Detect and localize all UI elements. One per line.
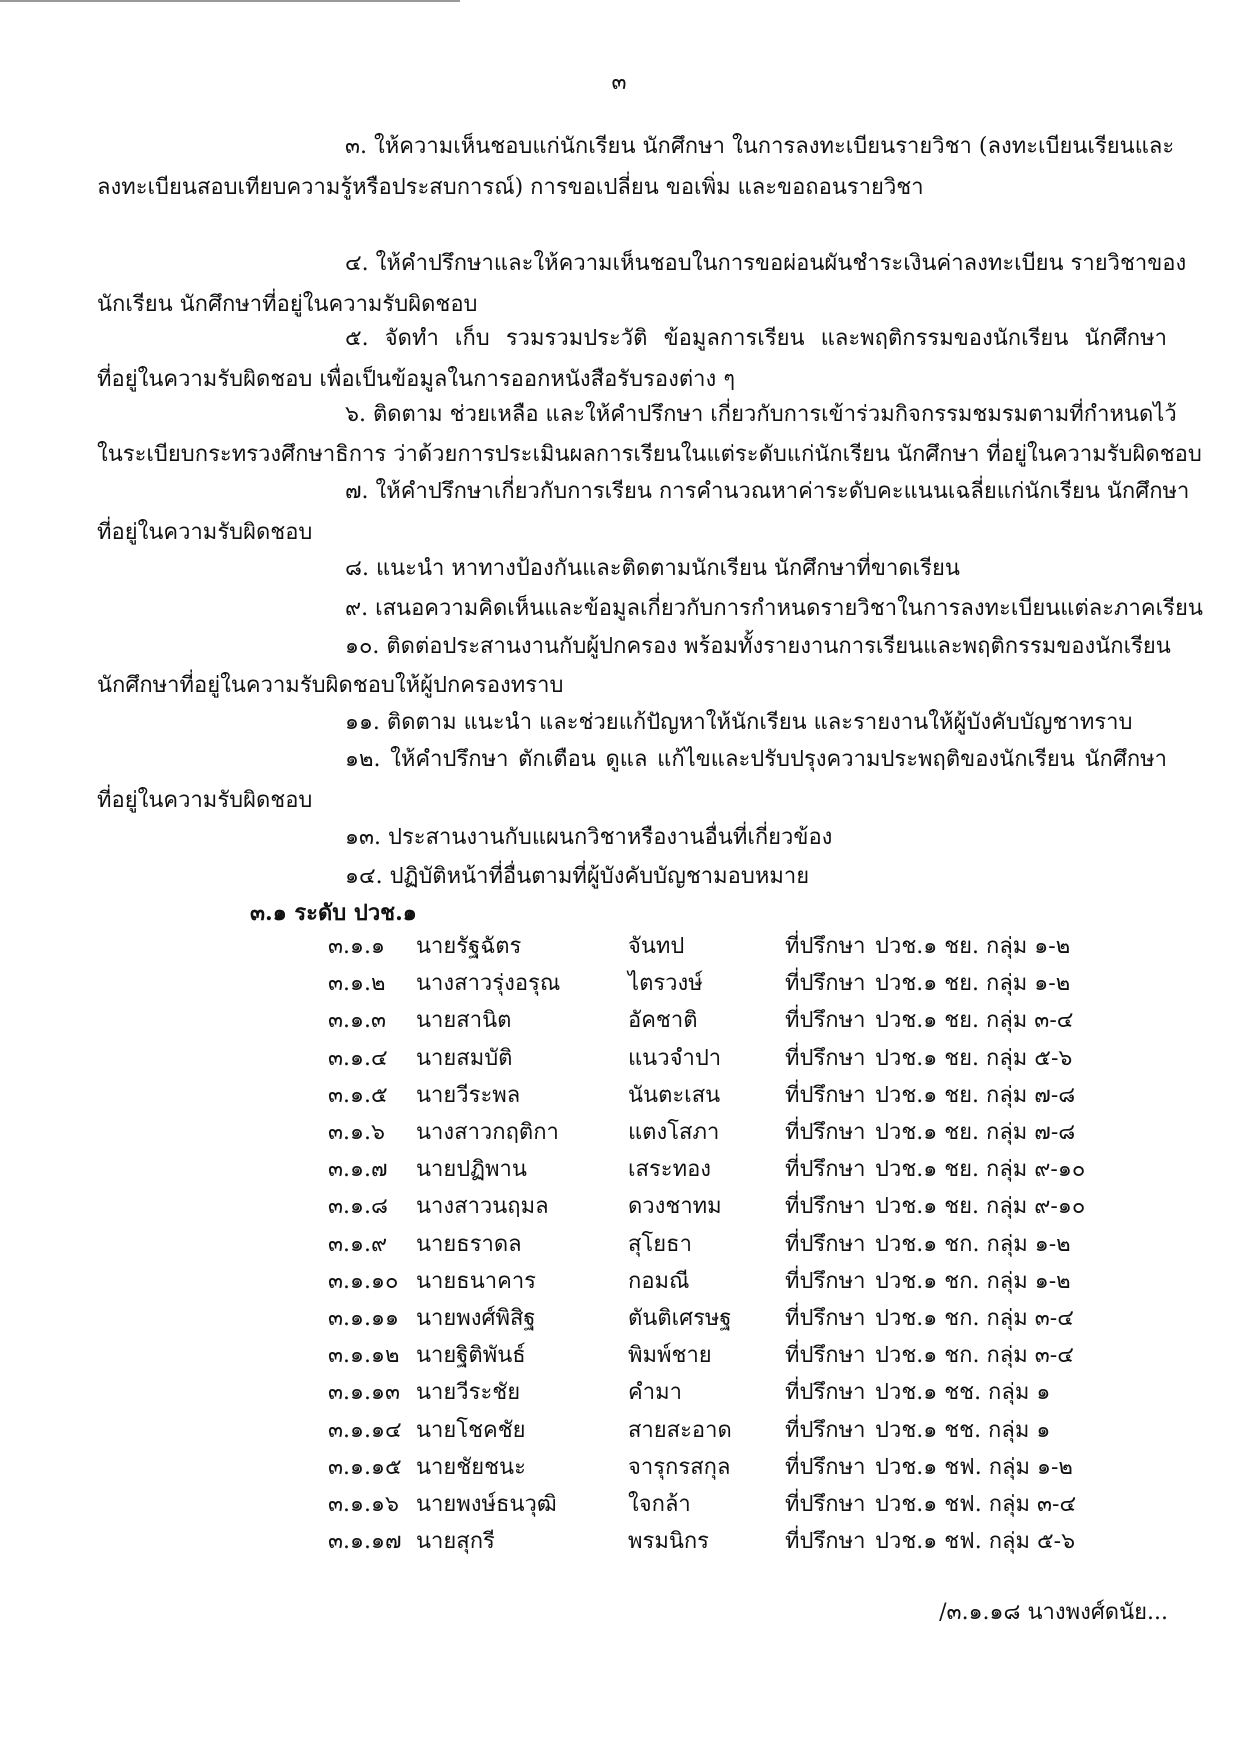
- advisor-first: นายสานิต: [416, 1008, 512, 1033]
- advisor-first: นายสมบัติ: [416, 1046, 513, 1071]
- advisor-num: ๓.๑.๙: [328, 1232, 388, 1257]
- advisor-detail: ปวช.๑ ชย. กลุ่ม ๗-๘: [875, 1120, 1076, 1145]
- section-heading: ๓.๑ ระดับ ปวช.๑: [250, 900, 417, 926]
- advisor-first: นายฐิติพันธ์: [416, 1343, 526, 1368]
- advisor-num: ๓.๑.๑๒: [328, 1343, 400, 1368]
- item-13: ๑๓. ประสานงานกับแผนกวิชาหรืองานอื่นที่เกี่ยวข้อง: [345, 825, 833, 850]
- advisor-last: กอมณี: [628, 1269, 690, 1294]
- advisor-role: ที่ปรึกษา: [785, 1529, 866, 1554]
- advisor-detail: ปวช.๑ ชย. กลุ่ม ๑-๒: [875, 934, 1071, 959]
- continuation-marker: /๓.๑.๑๘ นางพงศ์ดนัย...: [939, 1600, 1168, 1625]
- item-7-line-1: ๗. ให้คำปรึกษาเกี่ยวกับการเรียน การคำนวณหาค่าระดับคะแนนเฉลี่ยแก่นักเรียน นักศึกษา: [345, 479, 1190, 504]
- advisor-role: ที่ปรึกษา: [785, 1008, 866, 1033]
- advisor-first: นายปฏิพาน: [416, 1157, 527, 1182]
- advisor-num: ๓.๑.๘: [328, 1194, 388, 1219]
- advisor-first: นายพงศ์พิสิฐ: [416, 1306, 536, 1331]
- advisor-role: ที่ปรึกษา: [785, 1046, 866, 1071]
- advisor-role: ที่ปรึกษา: [785, 1343, 866, 1368]
- advisor-role: ที่ปรึกษา: [785, 1306, 866, 1331]
- advisor-first: นางสาวนฤมล: [416, 1194, 549, 1219]
- advisor-last: สายสะอาด: [628, 1418, 732, 1443]
- advisor-first: นายธนาคาร: [416, 1269, 536, 1294]
- advisor-role: ที่ปรึกษา: [785, 971, 866, 996]
- advisor-last: จารุกรสกุล: [628, 1455, 731, 1480]
- advisor-num: ๓.๑.๑๔: [328, 1418, 402, 1443]
- advisor-last: ตันติเศรษฐ: [628, 1306, 732, 1331]
- advisor-first: นายวีระชัย: [416, 1380, 521, 1405]
- advisor-detail: ปวช.๑ ชก. กลุ่ม ๑-๒: [875, 1232, 1071, 1257]
- item-3-line-1: ๓. ให้ความเห็นชอบแก่นักเรียน นักศึกษา ในการลงทะเบียนรายวิชา (ลงทะเบียนเรียนและ: [345, 134, 1175, 159]
- advisor-detail: ปวช.๑ ชย. กลุ่ม ๓-๔: [875, 1008, 1074, 1033]
- advisor-last: เสระทอง: [628, 1157, 712, 1182]
- advisor-num: ๓.๑.๑๐: [328, 1269, 399, 1294]
- advisor-role: ที่ปรึกษา: [785, 1232, 866, 1257]
- advisor-last: อัคชาติ: [628, 1008, 698, 1033]
- advisor-last: สุโยธา: [628, 1232, 692, 1257]
- advisor-role: ที่ปรึกษา: [785, 1120, 866, 1145]
- advisor-role: ที่ปรึกษา: [785, 1418, 866, 1443]
- advisor-num: ๓.๑.๑: [328, 934, 385, 959]
- advisor-num: ๓.๑.๑๖: [328, 1492, 399, 1517]
- advisor-role: ที่ปรึกษา: [785, 1380, 866, 1405]
- advisor-detail: ปวช.๑ ชฟ. กลุ่ม ๕-๖: [875, 1529, 1076, 1554]
- advisor-first: นางสาวรุ่งอรุณ: [416, 971, 561, 996]
- advisor-first: นายโชคชัย: [416, 1418, 526, 1443]
- advisor-num: ๓.๑.๒: [328, 971, 386, 996]
- item-14: ๑๔. ปฏิบัติหน้าที่อื่นตามที่ผู้บังคับบัญชามอบหมาย: [345, 864, 810, 889]
- advisor-first: นางสาวกฤติกา: [416, 1120, 559, 1145]
- advisor-num: ๓.๑.๓: [328, 1008, 387, 1033]
- advisor-last: นันตะเสน: [628, 1083, 721, 1108]
- advisor-last: คำมา: [628, 1380, 682, 1405]
- item-10-line-2: นักศึกษาที่อยู่ในความรับผิดชอบให้ผู้ปกครองทราบ: [97, 673, 564, 698]
- advisor-detail: ปวช.๑ ชย. กลุ่ม ๗-๘: [875, 1083, 1076, 1108]
- advisor-num: ๓.๑.๑๓: [328, 1380, 400, 1405]
- item-6-line-1: ๖. ติดตาม ช่วยเหลือ และให้คำปรึกษา เกี่ยวกับการเข้าร่วมกิจกรรมชมรมตามที่กำหนดไว้: [345, 402, 1177, 427]
- item-12-line-1: ๑๒. ให้คำปรึกษา ตักเตือน ดูแล แก้ไขและปรับปรุงความประพฤติของนักเรียน นักศึกษา: [345, 747, 1167, 772]
- advisor-last: ไตรวงษ์: [628, 971, 703, 996]
- advisor-last: ดวงชาทม: [628, 1194, 722, 1219]
- advisor-num: ๓.๑.๗: [328, 1157, 388, 1182]
- advisor-detail: ปวช.๑ ชช. กลุ่ม ๑: [875, 1380, 1051, 1405]
- advisor-role: ที่ปรึกษา: [785, 934, 866, 959]
- advisor-last: แนวจำปา: [628, 1046, 722, 1071]
- advisor-role: ที่ปรึกษา: [785, 1157, 866, 1182]
- item-9: ๙. เสนอความคิดเห็นและข้อมูลเกี่ยวกับการกำหนดรายวิชาในการลงทะเบียนแต่ละภาคเรียน: [345, 596, 1203, 621]
- advisor-last: จันทป: [628, 934, 685, 959]
- advisor-role: ที่ปรึกษา: [785, 1492, 866, 1517]
- advisor-last: แตงโสภา: [628, 1120, 720, 1145]
- item-3-line-2: ลงทะเบียนสอบเทียบความรู้หรือประสบการณ์) การขอเปลี่ยน ขอเพิ่ม และขอถอนรายวิชา: [97, 175, 924, 200]
- advisor-num: ๓.๑.๔: [328, 1046, 388, 1071]
- advisor-role: ที่ปรึกษา: [785, 1083, 866, 1108]
- advisor-detail: ปวช.๑ ชฟ. กลุ่ม ๓-๔: [875, 1492, 1077, 1517]
- item-5-line-1: ๕. จัดทำ เก็บ รวมรวมประวัติ ข้อมูลการเรียน และพฤติกรรมของนักเรียน นักศึกษา: [345, 326, 1167, 351]
- advisor-first: นายสุกรี: [416, 1529, 495, 1554]
- item-4-line-2: นักเรียน นักศึกษาที่อยู่ในความรับผิดชอบ: [97, 292, 478, 317]
- advisor-first: นายชัยชนะ: [416, 1455, 526, 1480]
- advisor-role: ที่ปรึกษา: [785, 1455, 866, 1480]
- advisor-detail: ปวช.๑ ชก. กลุ่ม ๓-๔: [875, 1343, 1074, 1368]
- advisor-detail: ปวช.๑ ชย. กลุ่ม ๙-๑๐: [875, 1194, 1086, 1219]
- advisor-detail: ปวช.๑ ชก. กลุ่ม ๓-๔: [875, 1306, 1074, 1331]
- advisor-num: ๓.๑.๖: [328, 1120, 385, 1145]
- advisor-first: นายธราดล: [416, 1232, 522, 1257]
- advisor-first: นายรัฐฉัตร: [416, 934, 522, 959]
- item-12-line-2: ที่อยู่ในความรับผิดชอบ: [97, 788, 313, 813]
- advisor-num: ๓.๑.๑๕: [328, 1455, 402, 1480]
- advisor-last: ใจกล้า: [628, 1492, 691, 1517]
- advisor-first: นายวีระพล: [416, 1083, 521, 1108]
- advisor-role: ที่ปรึกษา: [785, 1194, 866, 1219]
- item-8: ๘. แนะนำ หาทางป้องกันและติดตามนักเรียน นักศึกษาที่ขาดเรียน: [345, 556, 960, 581]
- advisor-num: ๓.๑.๑๑: [328, 1306, 399, 1331]
- item-7-line-2: ที่อยู่ในความรับผิดชอบ: [97, 520, 313, 545]
- advisor-detail: ปวช.๑ ชฟ. กลุ่ม ๑-๒: [875, 1455, 1073, 1480]
- advisor-role: ที่ปรึกษา: [785, 1269, 866, 1294]
- top-rule: [0, 0, 460, 2]
- advisor-detail: ปวช.๑ ชก. กลุ่ม ๑-๒: [875, 1269, 1071, 1294]
- advisor-last: พิมพ์ชาย: [628, 1343, 712, 1368]
- item-10-line-1: ๑๐. ติดต่อประสานงานกับผู้ปกครอง พร้อมทั้งรายงานการเรียนและพฤติกรรมของนักเรียน: [345, 634, 1171, 659]
- advisor-detail: ปวช.๑ ชช. กลุ่ม ๑: [875, 1418, 1051, 1443]
- advisor-detail: ปวช.๑ ชย. กลุ่ม ๙-๑๐: [875, 1157, 1086, 1182]
- item-4-line-1: ๔. ให้คำปรึกษาและให้ความเห็นชอบในการขอผ่อนผันชำระเงินค่าลงทะเบียน รายวิชาของ: [345, 251, 1187, 276]
- item-6-line-2: ในระเบียบกระทรวงศึกษาธิการ ว่าด้วยการประเมินผลการเรียนในแต่ระดับแก่นักเรียน นักศึกษา ที่อยู่ในความรับผิดชอบ: [97, 442, 1202, 467]
- advisor-detail: ปวช.๑ ชย. กลุ่ม ๑-๒: [875, 971, 1071, 996]
- item-11: ๑๑. ติดตาม แนะนำ และช่วยแก้ปัญหาให้นักเรียน และรายงานให้ผู้บังคับบัญชาทราบ: [345, 710, 1133, 735]
- advisor-num: ๓.๑.๕: [328, 1083, 388, 1108]
- page-number: ๓: [611, 70, 627, 95]
- advisor-detail: ปวช.๑ ชย. กลุ่ม ๕-๖: [875, 1046, 1073, 1071]
- item-5-line-2: ที่อยู่ในความรับผิดชอบ เพื่อเป็นข้อมูลในการออกหนังสือรับรองต่าง ๆ: [97, 367, 736, 392]
- advisor-num: ๓.๑.๑๗: [328, 1529, 402, 1554]
- advisor-first: นายพงษ์ธนวุฒิ: [416, 1492, 557, 1517]
- advisor-last: พรมนิกร: [628, 1529, 709, 1554]
